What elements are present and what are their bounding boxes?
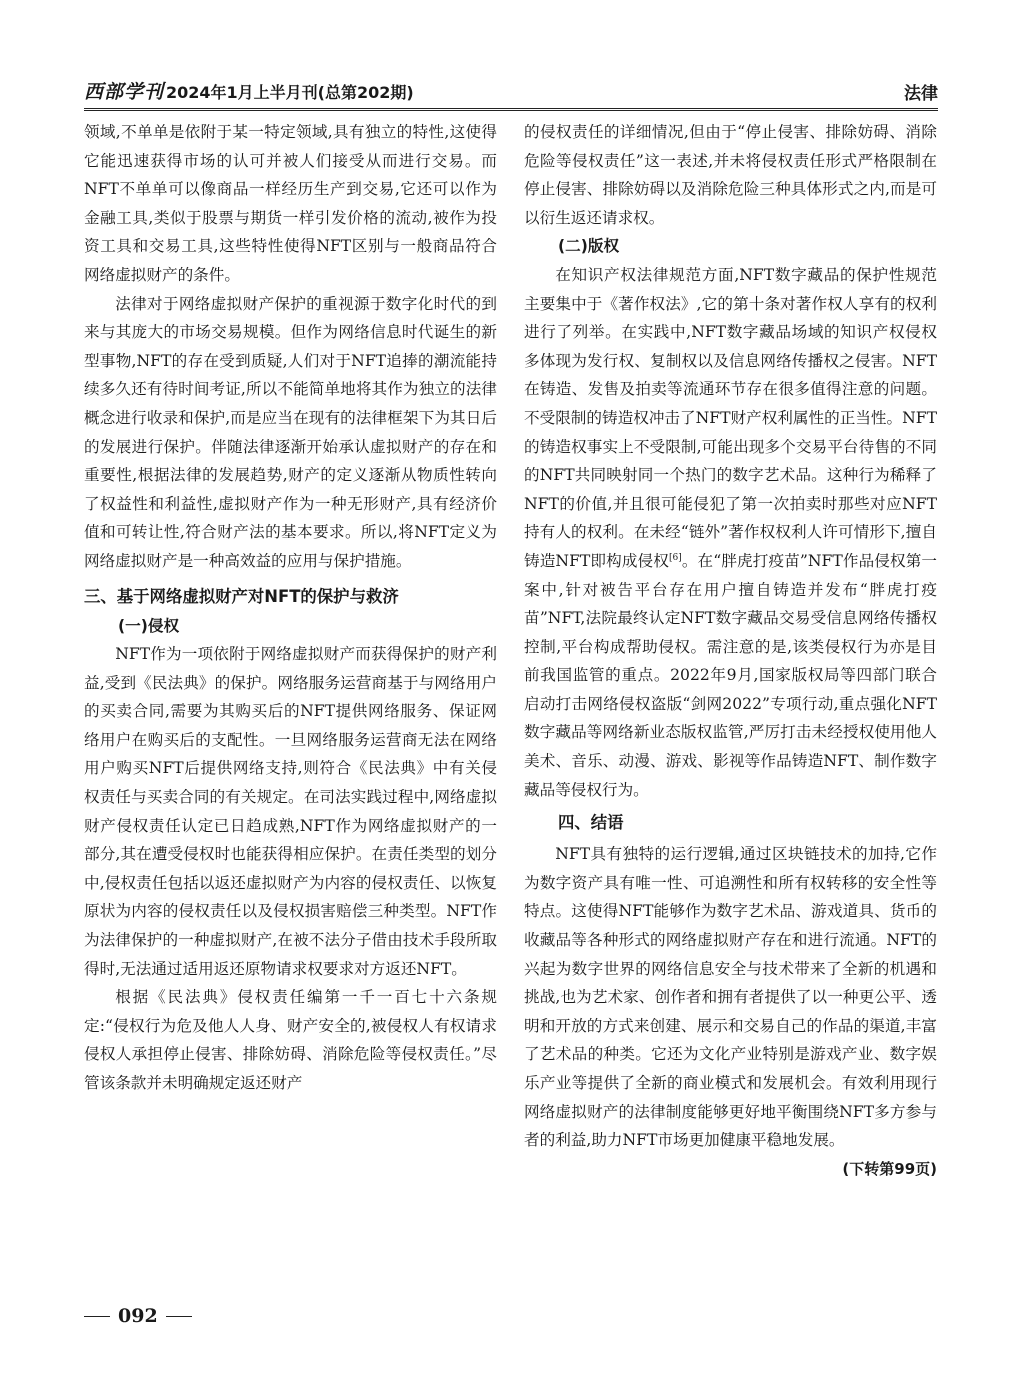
section-heading: 三、基于网络虚拟财产对NFT的保护与救济 bbox=[84, 586, 399, 606]
subsection-heading: (二)版权 bbox=[558, 237, 620, 256]
citation-ref[interactable]: [6] bbox=[668, 552, 682, 563]
paragraph bbox=[524, 261, 937, 804]
left-column bbox=[84, 118, 497, 1098]
running-header bbox=[84, 74, 938, 111]
paragraph: NFT作为一项依附于网络虚拟财产而获得保护的财产利益,受到《民法典》的保护。网络服务运营商基于与网络用户的买卖合同,需要为其购买后的NFT提供网络服务、保证网络用户在购买后的支配性。一旦网络服务运营商无法在网络用户购买NFT后提供网络支持,则符合《民法典》中有关侵权责任与买卖合同的有关规定。在司法实践过程中,网络虚拟财产侵权责任认定已日趋成熟,NFT作为网络虚拟财产的一部分,其在遭受侵权时也能获得相应保护。在责任类型的划分中,侵权责任包括以返还虚拟财产为内容的侵权责任、以恢复原状为内容的侵权责任以及侵权损害赔偿三种类型。NFT作为法律保护的一种虚拟财产,在被不法分子借由技术手段所取得时,无法通过适用返还原物请求权要求对方返还NFT。 bbox=[84, 645, 497, 978]
header-left bbox=[84, 77, 414, 104]
paragraph-text: 在知识产权法律规范方面,NFT数字藏品的保护性规范主要集中于《著作权法》,它的第十条对著作权人享有的权利进行了列举。在实践中,NFT数字藏品场域的知识产权侵权多体现为发行权、复制权以及信息网络传播权之侵害。NFT在铸造、发售及拍卖等流通环节存在很多值得注意的问题。不受限制的铸造权冲击了NFT财产权利属性的正当性。NFT的铸造权事实上不受限制,可能出现多个交易平台待售的不同的NFT共同映射同一个热门的数字艺术品。这种行为稀释了NFT的价值,并且很可能侵犯了第一次拍卖时那些对应NFT持有人的权利。在未经“链外”著作权权利人许可情形下,擅自铸造NFT即构成侵权 bbox=[524, 265, 937, 570]
paragraph-text: NFT具有独特的运行逻辑,通过区块链技术的加持,它作为数字资产具有唯一性、可追溯性和所有权转移的安全性等特点。这使得NFT能够作为数字艺术品、游戏道具、货币的收藏品等各种形式的网络虚拟财产存在和进行流通。NFT的兴起为数字世界的网络信息安全与技术带来了全新的机遇和挑战,也为艺术家、创作者和拥有者提供了以一种更公平、透明和开放的方式来创建、展示和交易自己的作品的渠道,丰富了艺术品的种类。它还为文化产业特别是游戏产业、数字娱乐产业等提供了全新的商业模式和发展机会。有效利用现行网络虚拟财产的法律制度能够更好地平衡围绕NFT多方参与者的利益,助力NFT市场更加健康平稳地发展。 bbox=[524, 845, 937, 1150]
continued-note: (下转第99页) bbox=[842, 1159, 937, 1178]
paragraph: 的侵权责任的详细情况,但由于“停止侵害、排除妨碍、消除危险等侵权责任”这一表述,并未将侵权责任形式严格限制在停止侵害、排除妨碍以及消除危险三种具体形式之内,而是可以衍生返还请求权。 bbox=[524, 123, 937, 227]
right-column bbox=[524, 118, 937, 1183]
footer-rule-right bbox=[166, 1316, 192, 1317]
paragraph: 领域,不单单是依附于某一特定领域,具有独立的特性,这使得它能迅速获得市场的认可并被人们接受从而进行交易。而NFT不单单可以像商品一样经历生产到交易,它还可以作为金融工具,类似于股票与期货一样引发价格的流动,被作为投资工具和交易工具,这些特性使得NFT区别与一般商品符合网络虚拟财产的条件。 bbox=[84, 123, 497, 284]
paragraph: 法律对于网络虚拟财产保护的重视源于数字化时代的到来与其庞大的市场交易规模。但作为网络信息时代诞生的新型事物,NFT的存在受到质疑,人们对于NFT追捧的潮流能持续多久还有待时间考证,所以不能简单地将其作为独立的法律概念进行收录和保护,而是应当在现有的法律框架下为其日后的发展进行保护。伴随法律逐渐开始承认虚拟财产的存在和重要性,根据法律的发展趋势,财产的定义逐渐从物质性转向了权益性和利益性,虚拟财产作为一种无形财产,具有经济价值和可转让性,符合财产法的基本要求。所以,将NFT定义为网络虚拟财产是一种高效益的应用与保护措施。 bbox=[84, 294, 497, 570]
paragraph bbox=[524, 840, 937, 1178]
paragraph: 根据《民法典》侵权责任编第一千一百七十六条规定:“侵权行为危及他人人身、财产安全的,被侵权人有权请求侵权人承担停止侵害、排除妨碍、消除危险等侵权责任。”尽管该条款并未明确规定返还财产 bbox=[84, 988, 497, 1092]
journal-issue: 2024年1月上半月刊(总第202期) bbox=[166, 83, 414, 102]
page-number: 092 bbox=[118, 1305, 158, 1327]
section-tag: 法律 bbox=[904, 84, 938, 104]
journal-logo: 西部学刊 bbox=[84, 81, 165, 103]
section-heading: 四、结语 bbox=[558, 813, 624, 833]
footer-rule-left bbox=[84, 1316, 110, 1317]
subsection-heading: (一)侵权 bbox=[118, 616, 180, 635]
page-footer bbox=[84, 1305, 192, 1327]
paragraph-text: 。在“胖虎打疫苗”NFT作品侵权第一案中,针对被告平台存在用户擅自铸造并发布“胖虎打疫苗”NFT,法院最终认定NFT数字藏品交易受信息网络传播权控制,平台构成帮助侵权。需注意的是,该类侵权行为亦是目前我国监管的重点。2022年9月,国家版权局等四部门联合启动打击网络侵权盗版“剑网2022”专项行动,重点强化NFT数字藏品等网络新业态版权监管,严厉打击未经授权使用他人美术、音乐、动漫、游戏、影视等作品铸造NFT、制作数字藏品等侵权行为。 bbox=[524, 551, 937, 799]
